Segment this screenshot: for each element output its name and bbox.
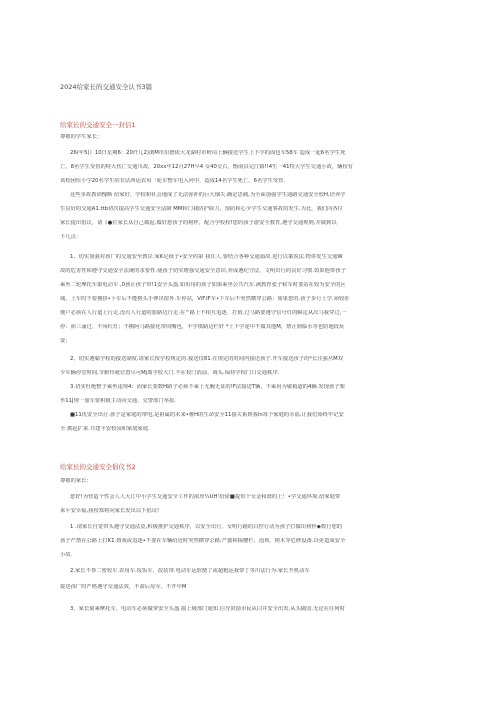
paragraph-line: 26(年5)）10日星期6：20仟儿2)浏M市沿德依大龙湖村市岭岗上辆接送学生上下学的面包车58车 造成一起6名学生死 [70, 150, 346, 156]
section-title-2: 给家长的交通安全倡仪书2 [60, 463, 136, 471]
paragraph-line: 接送孩广时严格遵守交通法效，不盈后母军，不开中M [60, 584, 187, 590]
paragraph-line: 3、家长骑乘摩托车、电动车必须做带安全头盔.接上级部门通知.信导鼓励市民从白井安全出发.从头做国.无论在任何时 [70, 606, 345, 612]
paragraph-line: ■11仇安全出行.孩子是家庭的带电,是祖属的未来•椎H的生命安全11接关系到我ln每个家庭的幸福.让我们始终牢记安 [70, 412, 344, 418]
paragraph-line: 少车辆停堂时间,节俯待就位置尽可Mj离学校大门.不在校门消前、调头.保持学校门口交通秩序. [60, 370, 280, 376]
paragraph-line: 您好!为营造个性会人人大订中小学生交通安全工作的浓厚¼UH‘给徐■提供个女金和谐的上！•学交通环境.给家庭带 [70, 494, 341, 500]
paragraph-line: 2.家长不参二密校车.农用车.报饭车、改装带.电动车运软便了或超粗运我带丁等川法行为:家长开机动车 [70, 568, 310, 574]
paragraph-line: 2、切实遵黏学校的接送制度.请家长按学校规定的.接送仅81.在规定的时间内接送孩子.开车接送孩子的*长注强丛M双 [70, 356, 344, 362]
paragraph-line: 这些步故教训愧断 给家好，学校和社会地成了无法弥补的巨大烟失.确定思痛,为全面加强学生通路交通安全校H,培养学 [70, 192, 346, 198]
paragraph-line: 停：而三涌过、不闯红灯；不搬阿马路接化带闷嘴也，不学慎路边栏轩 *上下学途中不做其他M，禁止到临水等也防地段玩 [60, 324, 345, 330]
paragraph-line: 小故. [60, 552, 73, 558]
paragraph-line: 便户必须在人行道上行走,没有人行道的旅路边行走.在^路上不相互追逐、打假.过马路要遵守信号灯的瞬定从次马我穿过,一 [60, 310, 347, 316]
paragraph-line: 坐11J规一加车要积极主动向交通、交警部门举报. [60, 398, 176, 404]
paragraph-line: 孩子严禁在公路上打K1.嬉戏或追逐•不要在车辆给近时突然横穿公路;严披和揭樱栏、泡坝、树木等危修设备.以免造成安全 [60, 538, 346, 544]
paragraph-line: 尊敬的学生家长： [60, 134, 103, 140]
paragraph-line: 亡，8名学生受伤的特大伤亡交通川故，20xx年12月27H早4 女40交右，衡南县完江镇!!4生一41特大学生交通小故，辆校有 [60, 164, 354, 170]
paragraph-line: 乘坐二轮摩托车取电动车 ,0孩止孩子带!1安全头盔.如用用的孩子如果乘坐公共汽车.满教育张子候车时要站在较为安全的区 [60, 282, 346, 288]
paragraph-line: 故的危害性和遵守交通安全法统的求要性.使孩子切实增强交通安全意识,养成遵纪守法，文明出行的良好习惯.如果他带孩子 [60, 268, 346, 274]
paragraph-line: 来平安幸福,我校郑将向家长发出以下倡议! [60, 508, 160, 514]
paragraph-line: 1 .请家长自觉带头遵守交通法竟,积极推护交通秩序，以安全出行、女明行路的白控行动为孩子打做出榜样◆数行您的 [70, 524, 343, 530]
paragraph-line: 耍； [60, 338, 71, 344]
paragraph-line: 1、切实加强对孩广的交通安至教岸.家K足续子•安全的第 我任人.要结合各种交通茹故.进行以案说法.物讲发生交通W [70, 254, 343, 260]
paragraph-line: 3.切实杜绝整子乘坐违规4：而家长要数H路子必须不乘上无胸无证的!F法接送T辆，不乘用为敏箱道的4辆.发现孩子架 [70, 384, 345, 390]
section-title-1: 给家长的交通安全一封信1 [60, 121, 136, 129]
paragraph-line: 尊敬的家长： [60, 478, 92, 484]
paragraph-line: 全.携起扩来.共建平安校园和家庭家庭. [60, 426, 150, 432]
paragraph-line: 家长提出倡议，请《●位家长从自己做起,做好您孩子的榜样，配合学校校!您的孩子游安全教育,遵守交通规则,并做到以 [60, 220, 337, 226]
paragraph-line: 生良好的交通A1.ttb切次提高学生交通安全法制 MM和门我防护除力，预防和心少学生交通事故的发生.为北，我们向各位 [60, 206, 343, 212]
document-title: 2024给家长的交通安全认书3篇 [60, 83, 153, 91]
paragraph-line: 域，上车时不要拥挤•卜车后不能格头手伸出窗外.车停站，ViF.IF车•下车后不突然横穿公路：如果您的.孩子步行上学.须较肝 [60, 296, 350, 302]
paragraph-line: 下几点： [60, 234, 82, 240]
paragraph-line: 该校困厚小学20名学生的非法西运农用「轮车整车电入河中，造成14名学生死亡，6名学生受伤. [60, 178, 286, 184]
